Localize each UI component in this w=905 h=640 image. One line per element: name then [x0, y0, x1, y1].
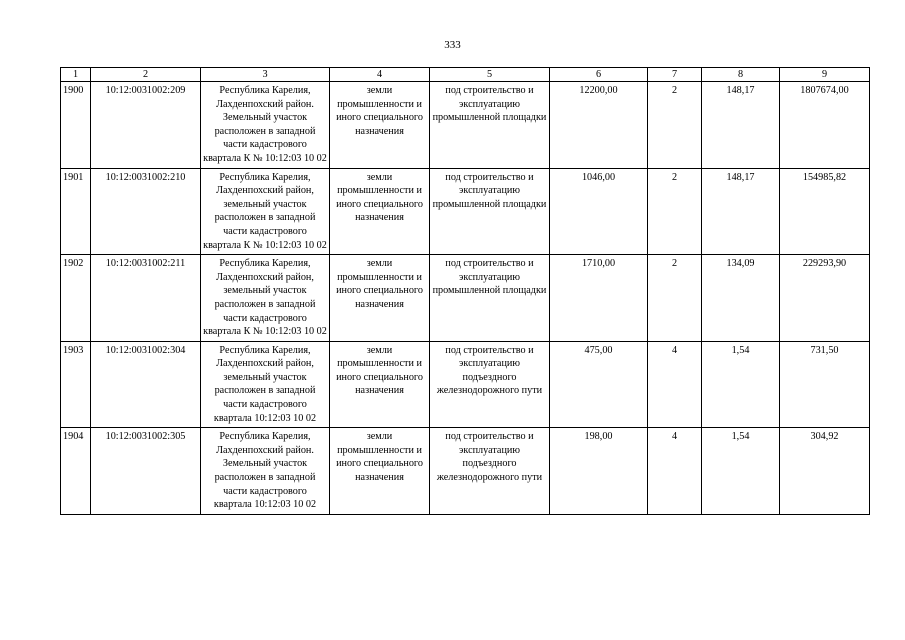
area: 475,00 — [550, 341, 648, 428]
row-number: 1901 — [61, 168, 91, 255]
column-header: 3 — [201, 68, 330, 82]
rate: 148,17 — [702, 82, 780, 169]
table-row — [61, 341, 870, 428]
area: 1710,00 — [550, 255, 648, 342]
group: 2 — [648, 82, 702, 169]
header-row — [61, 68, 870, 82]
group: 4 — [648, 428, 702, 515]
table-row — [61, 428, 870, 515]
column-header: 5 — [430, 68, 550, 82]
cadastral-value: 154985,82 — [780, 168, 870, 255]
rate: 1,54 — [702, 428, 780, 515]
cadastral-number: 10:12:0031002:209 — [91, 82, 201, 169]
cadastral-number: 10:12:0031002:305 — [91, 428, 201, 515]
land-category: земли промышленности и иного специального назначения — [330, 168, 430, 255]
land-category: земли промышленности и иного специального назначения — [330, 255, 430, 342]
permitted-use: под строительство и эксплуатацию промышленной площадки — [430, 168, 550, 255]
area: 1046,00 — [550, 168, 648, 255]
land-category: земли промышленности и иного специального назначения — [330, 82, 430, 169]
location: Республика Карелия, Лахденпохский район, земельный участок расположен в западной части кадастрового квартала К № 10:12:03 10 02 — [201, 255, 330, 342]
rate: 1,54 — [702, 341, 780, 428]
location: Республика Карелия, Лахденпохский район, земельный участок расположен в западной части кадастрового квартала 10:12:03 10 02 — [201, 341, 330, 428]
row-number: 1903 — [61, 341, 91, 428]
rate: 148,17 — [702, 168, 780, 255]
land-category: земли промышленности и иного специального назначения — [330, 428, 430, 515]
permitted-use: под строительство и эксплуатацию промышленной площадки — [430, 255, 550, 342]
cadastral-number: 10:12:0031002:210 — [91, 168, 201, 255]
row-number: 1902 — [61, 255, 91, 342]
location: Республика Карелия, Лахденпохский район. Земельный участок расположен в западной части кадастрового квартала 10:12:03 10 02 — [201, 428, 330, 515]
table-body — [61, 82, 870, 515]
group: 2 — [648, 168, 702, 255]
page-number: 333 — [444, 39, 461, 51]
permitted-use: под строительство и эксплуатацию подъездного железнодорожного пути — [430, 428, 550, 515]
row-number: 1904 — [61, 428, 91, 515]
cadastral-value: 731,50 — [780, 341, 870, 428]
table-header — [61, 68, 870, 82]
column-header: 4 — [330, 68, 430, 82]
column-header: 6 — [550, 68, 648, 82]
cadastral-value: 229293,90 — [780, 255, 870, 342]
cadastral-number: 10:12:0031002:304 — [91, 341, 201, 428]
table-row — [61, 255, 870, 342]
cadastral-number: 10:12:0031002:211 — [91, 255, 201, 342]
permitted-use: под строительство и эксплуатацию промышленной площадки — [430, 82, 550, 169]
row-number: 1900 — [61, 82, 91, 169]
permitted-use: под строительство и эксплуатацию подъездного железнодорожного пути — [430, 341, 550, 428]
area: 12200,00 — [550, 82, 648, 169]
group: 2 — [648, 255, 702, 342]
group: 4 — [648, 341, 702, 428]
location: Республика Карелия, Лахденпохский район, земельный участок расположен в западной части кадастрового квартала К № 10:12:03 10 02 — [201, 168, 330, 255]
table-row — [61, 82, 870, 169]
land-category: земли промышленности и иного специального назначения — [330, 341, 430, 428]
column-header: 8 — [702, 68, 780, 82]
cadastral-value: 1807674,00 — [780, 82, 870, 169]
column-header: 2 — [91, 68, 201, 82]
column-header: 1 — [61, 68, 91, 82]
area: 198,00 — [550, 428, 648, 515]
location: Республика Карелия, Лахденпохский район. Земельный участок расположен в западной части кадастрового квартала К № 10:12:03 10 02 — [201, 82, 330, 169]
column-header: 9 — [780, 68, 870, 82]
table-row — [61, 168, 870, 255]
rate: 134,09 — [702, 255, 780, 342]
land-registry-table — [60, 67, 870, 515]
cadastral-value: 304,92 — [780, 428, 870, 515]
column-header: 7 — [648, 68, 702, 82]
